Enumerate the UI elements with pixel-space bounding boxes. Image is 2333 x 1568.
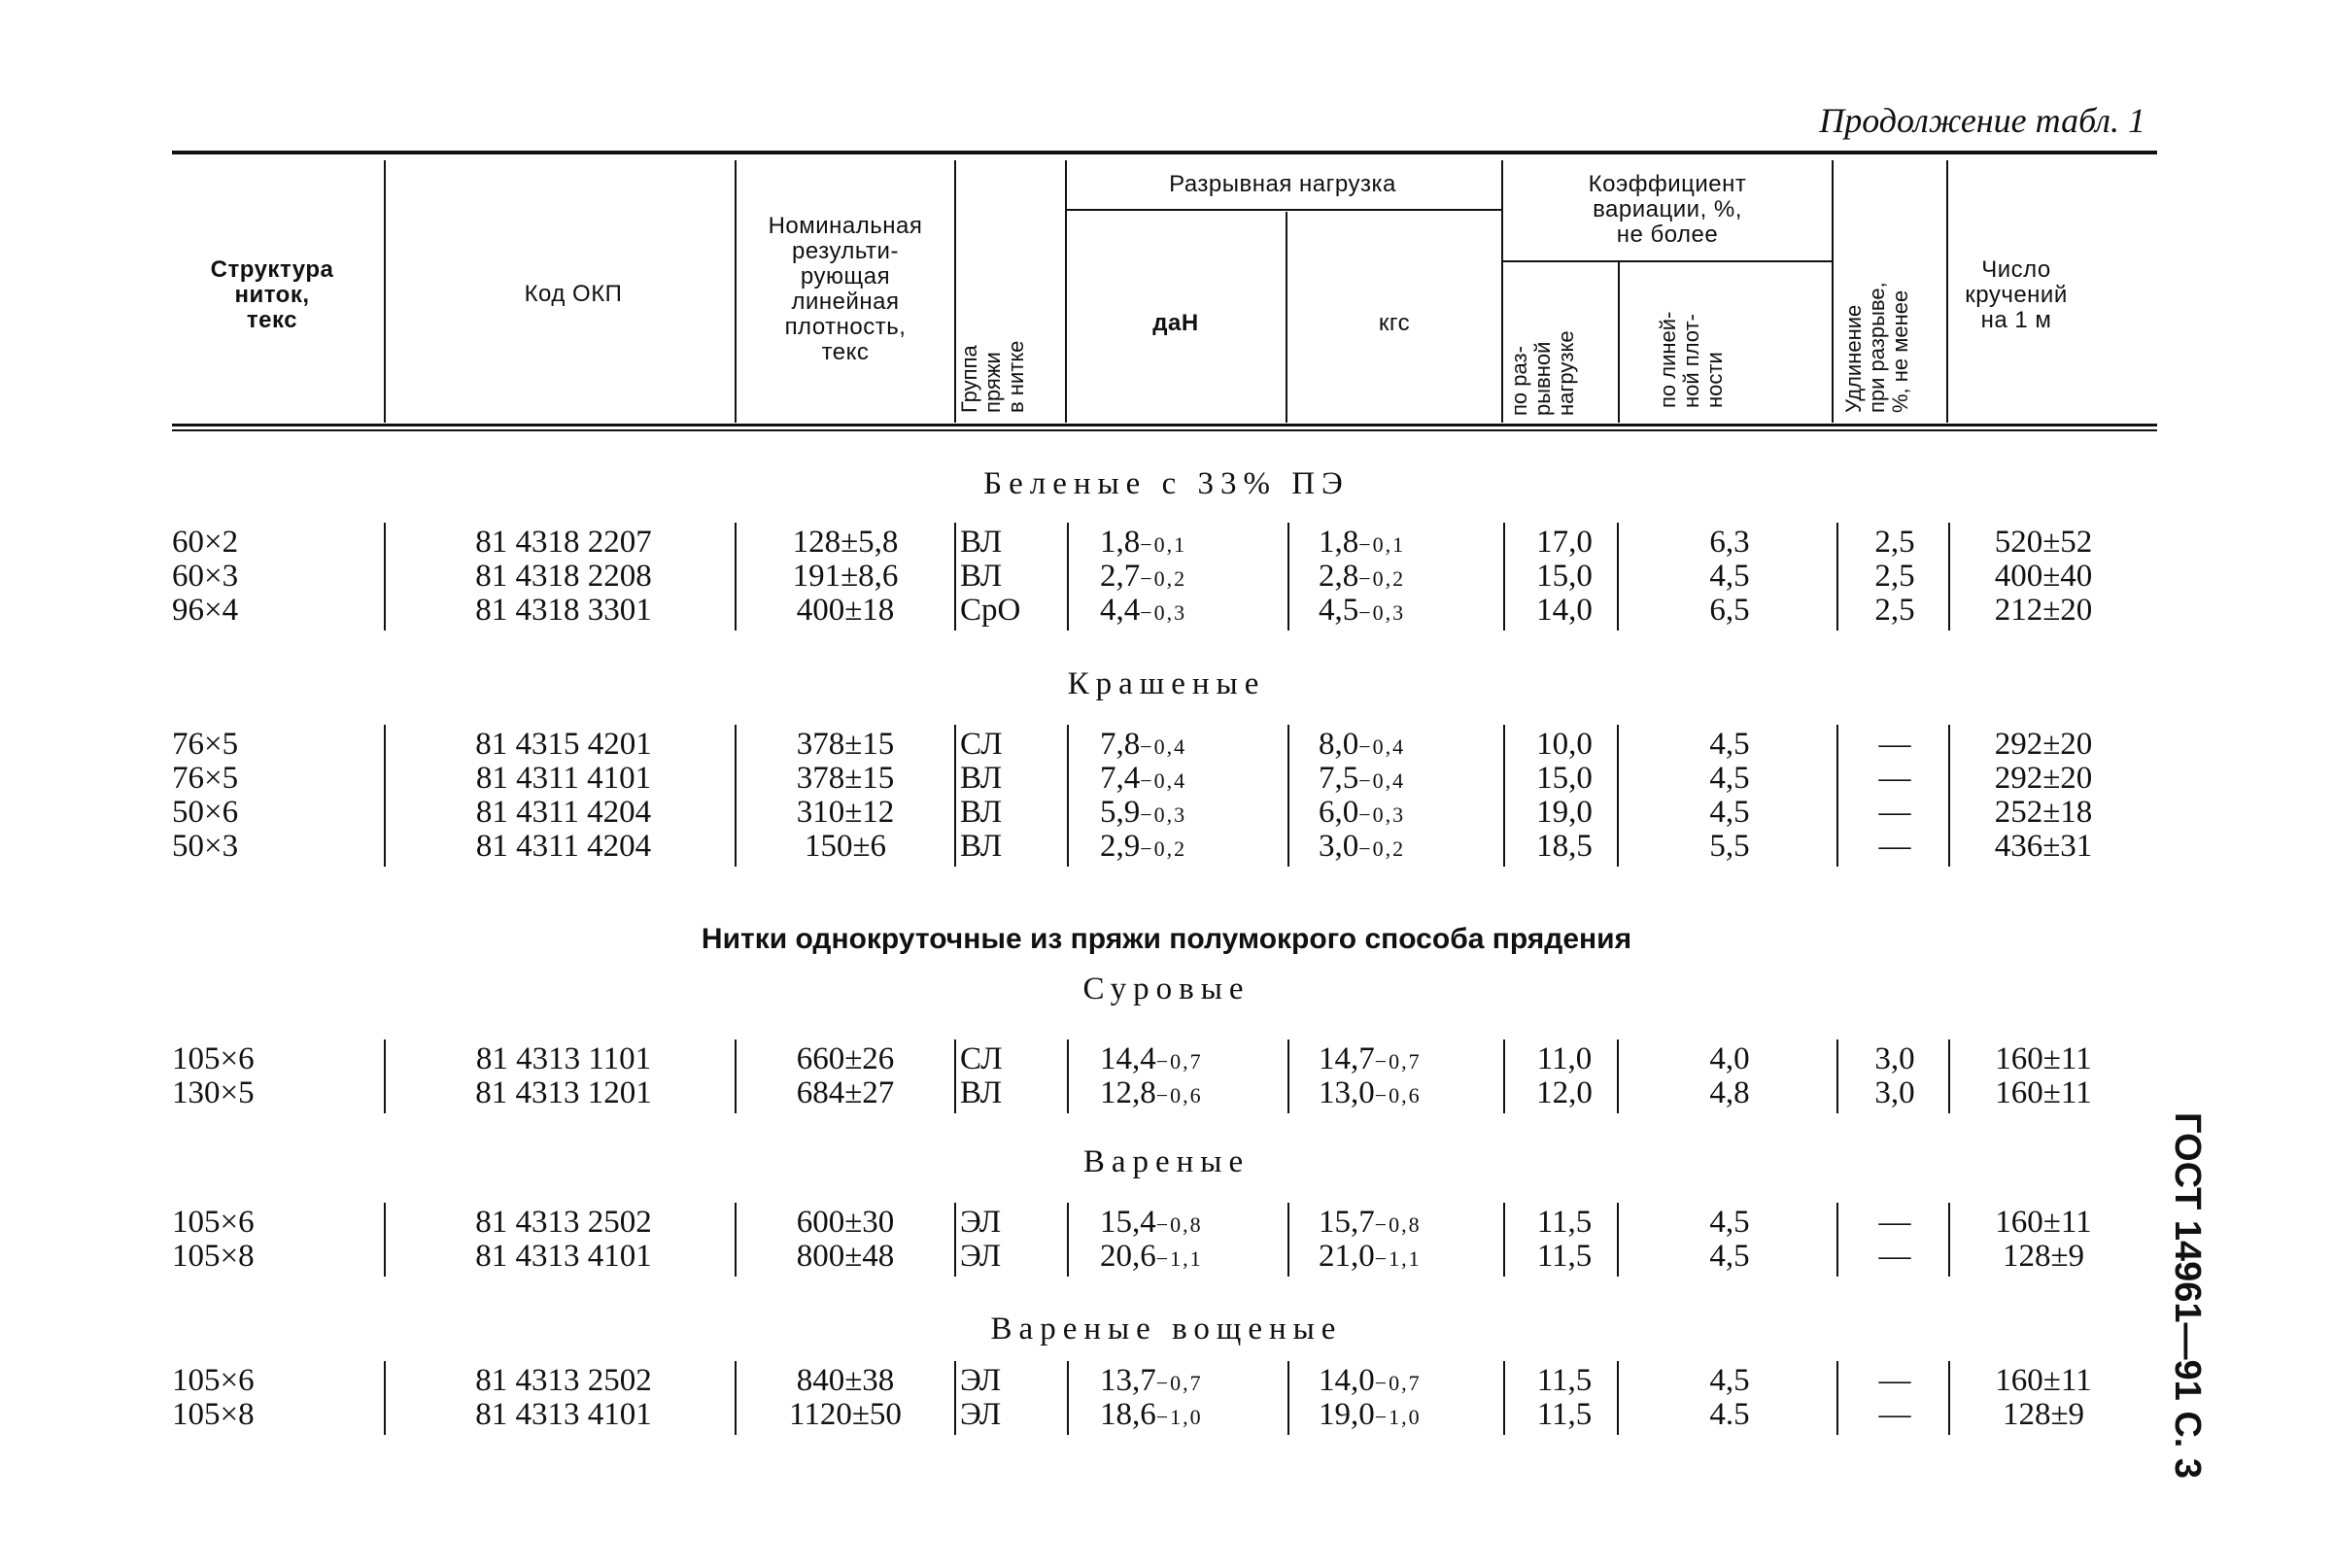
header-bottom-rule [172,424,2157,426]
cell-elongation: — [1878,829,1911,864]
cell-elongation: 2,5 [1874,593,1915,628]
cell-structure: 50×3 [172,829,239,864]
cell-density: 660±26 [796,1041,895,1076]
cell-var-load: 17,0 [1536,525,1593,560]
header-var-load: по раз- рывной нагрузке [1507,330,1578,416]
cell-load-dan: 4,4−0,3 [1100,593,1187,628]
cell-load-dan: 2,7−0,2 [1100,559,1187,594]
cell-density: 150±6 [804,829,887,864]
cell-elongation: 2,5 [1874,559,1915,594]
header-twists: Число кручений на 1 м [1965,256,2068,333]
row-divider [1836,725,1838,867]
cell-okp: 81 4313 1101 [475,1041,652,1076]
cell-var-density: 4,5 [1709,761,1750,796]
row-divider [1503,523,1505,631]
cell-structure: 60×2 [172,525,239,560]
header-load-kgs: кгс [1378,310,1411,336]
row-divider [1067,1040,1069,1113]
cell-group: СрО [960,593,1021,628]
cell-load-kgs: 3,0−0,2 [1319,829,1406,864]
table-top-rule [172,151,2157,154]
header-structure: Структура ниток, текс [210,256,334,333]
row-divider [1287,725,1289,867]
cell-var-density: 6,5 [1709,593,1750,628]
cell-structure: 105×6 [172,1205,255,1240]
cell-load-kgs: 21,0−1,1 [1319,1239,1422,1274]
cell-group: ВЛ [960,525,1003,560]
cell-group: ВЛ [960,829,1003,864]
cell-var-density: 4,5 [1709,1205,1750,1240]
cell-elongation: — [1878,1397,1911,1432]
cell-group: СЛ [960,727,1003,762]
cell-var-load: 10,0 [1536,727,1593,762]
row-divider [735,725,737,867]
cell-load-kgs: 6,0−0,3 [1319,795,1406,830]
cell-twists: 212±20 [1994,593,2093,628]
cell-density: 378±15 [796,727,895,762]
header-subrule-load [1066,209,1501,211]
cell-okp: 81 4318 2208 [475,559,652,594]
cell-load-dan: 2,9−0,2 [1100,829,1187,864]
cell-load-dan: 1,8−0,1 [1100,525,1187,560]
cell-var-load: 15,0 [1536,761,1593,796]
header-group: Группа пряжи в нитке [957,340,1028,413]
row-divider [384,1361,386,1435]
header-var-density: по линей- ной плот- ности [1656,311,1727,408]
cell-structure: 130×5 [172,1075,255,1110]
cell-density: 800±48 [796,1239,895,1274]
cell-density: 840±38 [796,1363,895,1398]
header-okp: Код ОКП [524,281,623,307]
row-divider [384,1040,386,1113]
row-divider [1287,1040,1289,1113]
cell-twists: 436±31 [1994,829,2093,864]
cell-var-load: 14,0 [1536,593,1593,628]
header-load-dan: даН [1152,310,1199,336]
cell-elongation: — [1878,1363,1911,1398]
cell-twists: 292±20 [1994,727,2093,762]
cell-elongation: — [1878,761,1911,796]
cell-var-load: 19,0 [1536,795,1593,830]
header-divider [1618,262,1620,423]
cell-okp: 81 4313 1201 [475,1075,652,1110]
header-divider [1501,160,1503,423]
cell-structure: 50×6 [172,795,239,830]
cell-okp: 81 4315 4201 [475,727,652,762]
cell-load-kgs: 7,5−0,4 [1319,761,1406,796]
cell-load-dan: 5,9−0,3 [1100,795,1187,830]
row-divider [1948,1040,1950,1113]
row-divider [1287,1361,1289,1435]
section-title: Вареные вощеные [990,1312,1343,1346]
cell-var-density: 4,5 [1709,1239,1750,1274]
row-divider [1067,725,1069,867]
cell-load-dan: 7,4−0,4 [1100,761,1187,796]
cell-density: 684±27 [796,1075,895,1110]
cell-twists: 292±20 [1994,761,2093,796]
header-variation: Коэффициент вариации, %, не более [1588,171,1747,248]
cell-var-load: 11,5 [1536,1397,1593,1432]
header-divider [735,160,737,423]
cell-var-load: 12,0 [1536,1075,1593,1110]
row-divider [1836,1361,1838,1435]
cell-okp: 81 4313 4101 [475,1239,652,1274]
cell-var-load: 15,0 [1536,559,1593,594]
cell-var-density: 4,5 [1709,559,1750,594]
standard-side-label: ГОСТ 14961—91 С. 3 [2167,1112,2208,1480]
cell-group: СЛ [960,1041,1003,1076]
cell-load-dan: 7,8−0,4 [1100,727,1187,762]
row-divider [1836,1040,1838,1113]
cell-load-dan: 20,6−1,1 [1100,1239,1203,1274]
section-heading: Нитки однокруточные из пряжи полумокрого способа прядения [701,923,1632,955]
cell-group: ВЛ [960,1075,1003,1110]
header-divider [1832,160,1834,423]
cell-load-dan: 15,4−0,8 [1100,1205,1203,1240]
cell-density: 378±15 [796,761,895,796]
row-divider [954,725,956,867]
row-divider [1948,1203,1950,1277]
row-divider [1617,1203,1619,1277]
cell-twists: 160±11 [1995,1041,2092,1076]
cell-var-density: 4,5 [1709,795,1750,830]
cell-structure: 96×4 [172,593,239,628]
cell-elongation: — [1878,1239,1911,1274]
section-title: Крашеные [1067,666,1266,701]
cell-load-kgs: 13,0−0,6 [1319,1075,1422,1110]
cell-okp: 81 4313 2502 [475,1205,652,1240]
section-title: Беленые с 33% ПЭ [983,466,1350,501]
row-divider [1503,1361,1505,1435]
cell-structure: 60×3 [172,559,239,594]
cell-twists: 520±52 [1994,525,2093,560]
cell-load-dan: 14,4−0,7 [1100,1041,1203,1076]
row-divider [954,1040,956,1113]
cell-group: ЭЛ [960,1239,1002,1274]
cell-structure: 105×6 [172,1363,255,1398]
cell-group: ЭЛ [960,1363,1002,1398]
header-bottom-rule-double [172,429,2157,431]
row-divider [1836,1203,1838,1277]
cell-group: ЭЛ [960,1397,1002,1432]
cell-load-dan: 12,8−0,6 [1100,1075,1203,1110]
cell-var-density: 6,3 [1709,525,1750,560]
cell-group: ВЛ [960,761,1003,796]
row-divider [1836,523,1838,631]
cell-okp: 81 4311 4204 [475,795,652,830]
row-divider [735,523,737,631]
section-title: Суровые [1082,971,1251,1006]
cell-var-load: 11,5 [1536,1363,1593,1398]
cell-density: 128±5,8 [792,525,899,560]
row-divider [1067,523,1069,631]
header-load: Разрывная нагрузка [1169,171,1396,197]
row-divider [735,1040,737,1113]
row-divider [384,523,386,631]
row-divider [1067,1361,1069,1435]
row-divider [384,725,386,867]
row-divider [384,1203,386,1277]
cell-okp: 81 4311 4204 [475,829,652,864]
cell-twists: 400±40 [1994,559,2093,594]
cell-density: 600±30 [796,1205,895,1240]
cell-elongation: 3,0 [1874,1075,1915,1110]
cell-okp: 81 4313 2502 [475,1363,652,1398]
cell-load-kgs: 4,5−0,3 [1319,593,1406,628]
header-density: Номинальная результи- рующая линейная плотность, текс [768,213,923,365]
row-divider [954,1203,956,1277]
row-divider [735,1361,737,1435]
cell-var-load: 11,5 [1536,1239,1593,1274]
cell-load-kgs: 15,7−0,8 [1319,1205,1422,1240]
cell-okp: 81 4311 4101 [475,761,652,796]
cell-var-density: 4,5 [1709,727,1750,762]
cell-group: ЭЛ [960,1205,1002,1240]
cell-load-kgs: 14,0−0,7 [1319,1363,1422,1398]
row-divider [1503,1040,1505,1113]
cell-density: 1120±50 [789,1397,902,1432]
cell-load-kgs: 19,0−1,0 [1319,1397,1422,1432]
cell-structure: 76×5 [172,727,239,762]
row-divider [1617,725,1619,867]
cell-elongation: 2,5 [1874,525,1915,560]
row-divider [1617,1361,1619,1435]
section-title: Вареные [1082,1144,1251,1179]
row-divider [954,523,956,631]
cell-okp: 81 4318 3301 [475,593,652,628]
row-divider [1287,523,1289,631]
cell-load-kgs: 1,8−0,1 [1319,525,1406,560]
cell-twists: 160±11 [1995,1075,2092,1110]
cell-okp: 81 4318 2207 [475,525,652,560]
header-divider [954,160,956,423]
cell-structure: 105×6 [172,1041,255,1076]
cell-structure: 76×5 [172,761,239,796]
cell-var-density: 4,0 [1709,1041,1750,1076]
table-caption: Продолжение табл. 1 [1819,101,2145,140]
row-divider [1503,1203,1505,1277]
row-divider [735,1203,737,1277]
cell-var-density: 4.5 [1709,1397,1750,1432]
header-divider [1286,212,1287,423]
cell-var-load: 18,5 [1536,829,1593,864]
cell-load-dan: 18,6−1,0 [1100,1397,1203,1432]
cell-twists: 160±11 [1995,1205,2092,1240]
cell-group: ВЛ [960,795,1003,830]
cell-load-kgs: 2,8−0,2 [1319,559,1406,594]
cell-elongation: — [1878,795,1911,830]
cell-structure: 105×8 [172,1397,255,1432]
cell-var-load: 11,5 [1536,1205,1593,1240]
cell-var-load: 11,0 [1536,1041,1593,1076]
cell-group: ВЛ [960,559,1003,594]
cell-var-density: 4,8 [1709,1075,1750,1110]
row-divider [1948,523,1950,631]
cell-load-dan: 13,7−0,7 [1100,1363,1203,1398]
row-divider [1067,1203,1069,1277]
cell-load-kgs: 14,7−0,7 [1319,1041,1422,1076]
cell-elongation: 3,0 [1874,1041,1915,1076]
cell-elongation: — [1878,727,1911,762]
cell-structure: 105×8 [172,1239,255,1274]
row-divider [1617,523,1619,631]
cell-twists: 252±18 [1994,795,2093,830]
cell-twists: 160±11 [1995,1363,2092,1398]
row-divider [1617,1040,1619,1113]
cell-density: 310±12 [796,795,895,830]
row-divider [1503,725,1505,867]
cell-var-density: 5,5 [1709,829,1750,864]
cell-okp: 81 4313 4101 [475,1397,652,1432]
cell-twists: 128±9 [2002,1397,2085,1432]
cell-load-kgs: 8,0−0,4 [1319,727,1406,762]
cell-density: 191±8,6 [792,559,899,594]
header-divider [384,160,386,423]
cell-var-density: 4,5 [1709,1363,1750,1398]
header-elongation: Удлинение при разрыве, %, не менее [1841,282,1912,413]
cell-twists: 128±9 [2002,1239,2085,1274]
row-divider [1948,725,1950,867]
header-divider [1065,160,1067,423]
row-divider [954,1361,956,1435]
header-subrule-variation [1502,260,1832,262]
cell-density: 400±18 [796,593,895,628]
row-divider [1287,1203,1289,1277]
row-divider [1948,1361,1950,1435]
cell-elongation: — [1878,1205,1911,1240]
